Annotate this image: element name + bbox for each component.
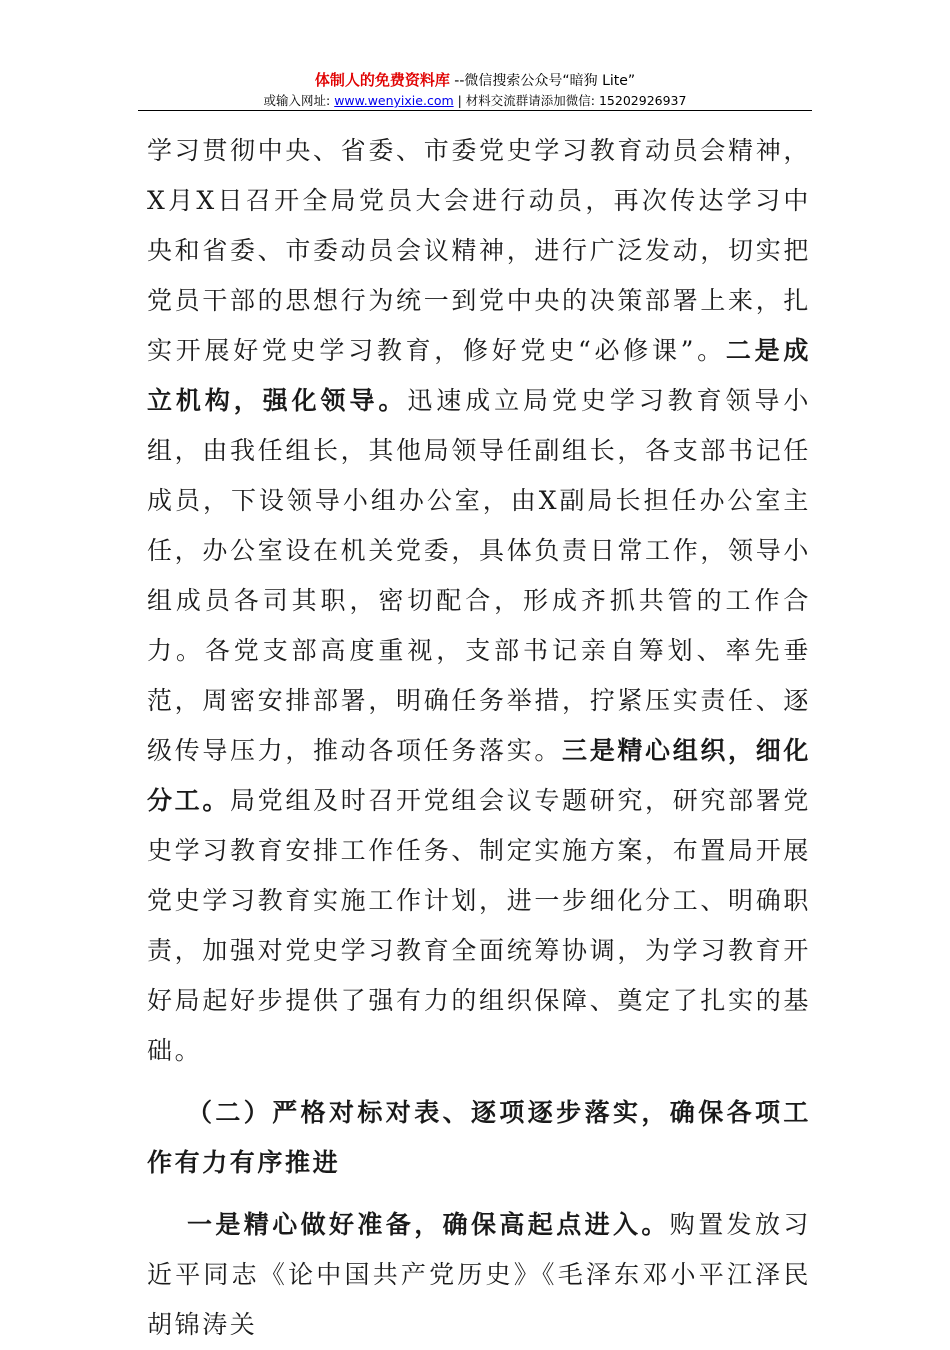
website-link[interactable]: www.wenyixie.com — [334, 93, 454, 108]
paragraph-text: 迅速成立局党史学习教育领导小组，由我任组长，其他局领导任副组长，各支部书记任成员，下设领导小组办公室，由X副局长担任办公室主任，办公室设在机关党委，具体负责日常工作，领导小组成员各司其职，密切配合，形成齐抓共管的工作合力。各党支部高度重视，支部书记亲自筹划、率先垂范，周密安排部署，明确任务举措，拧紧压实责任、逐级传导压力，推动各项任务落实。 — [147, 386, 811, 765]
body-paragraph-1 — [147, 126, 811, 1076]
header-contact-line — [138, 91, 812, 110]
section-heading: （二）严格对标对表、逐项逐步落实，确保各项工作有力有序推进 — [147, 1098, 811, 1177]
header-banner — [138, 70, 812, 91]
document-body — [147, 126, 811, 1350]
body-paragraph-2 — [147, 1200, 811, 1350]
header-brand: 体制人的免费资料库 — [314, 71, 450, 89]
header-tagline: --微信搜索公众号“暗狗 Lite” — [449, 73, 636, 89]
header-divider — [138, 110, 812, 111]
page-header — [138, 70, 812, 110]
bold-lead-3: 三是精心组织，细化分工。 — [147, 736, 811, 815]
bold-lead-2: 二是成立机构，强化领导。 — [147, 336, 811, 415]
paragraph-text: 学习贯彻中央、省委、市委党史学习教育动员会精神，X月X日召开全局党员大会进行动员，再次传达学习中央和省委、市委动员会议精神，进行广泛发动，切实把党员干部的思想行为统一到党中央的决策部署上来，扎实开展好党史学习教育，修好党史“必修课”。 — [147, 136, 811, 365]
header-contact: | 材料交流群请添加微信: 15202926937 — [453, 93, 687, 108]
paragraph-text: 购置发放习近平同志《论中国共产党历史》《毛泽东邓小平江泽民胡锦涛关 — [147, 1210, 811, 1339]
bold-lead-1: 一是精心做好准备，确保高起点进入。 — [187, 1210, 670, 1239]
paragraph-text: 局党组及时召开党组会议专题研究，研究部署党史学习教育安排工作任务、制定实施方案，布置局开展党史学习教育实施工作计划，进一步细化分工、明确职责，加强对党史学习教育全面统筹协调，为学习教育开好局起好步提供了强有力的组织保障、奠定了扎实的基础。 — [147, 786, 811, 1065]
header-url-prefix: 或输入网址: — [263, 93, 335, 108]
